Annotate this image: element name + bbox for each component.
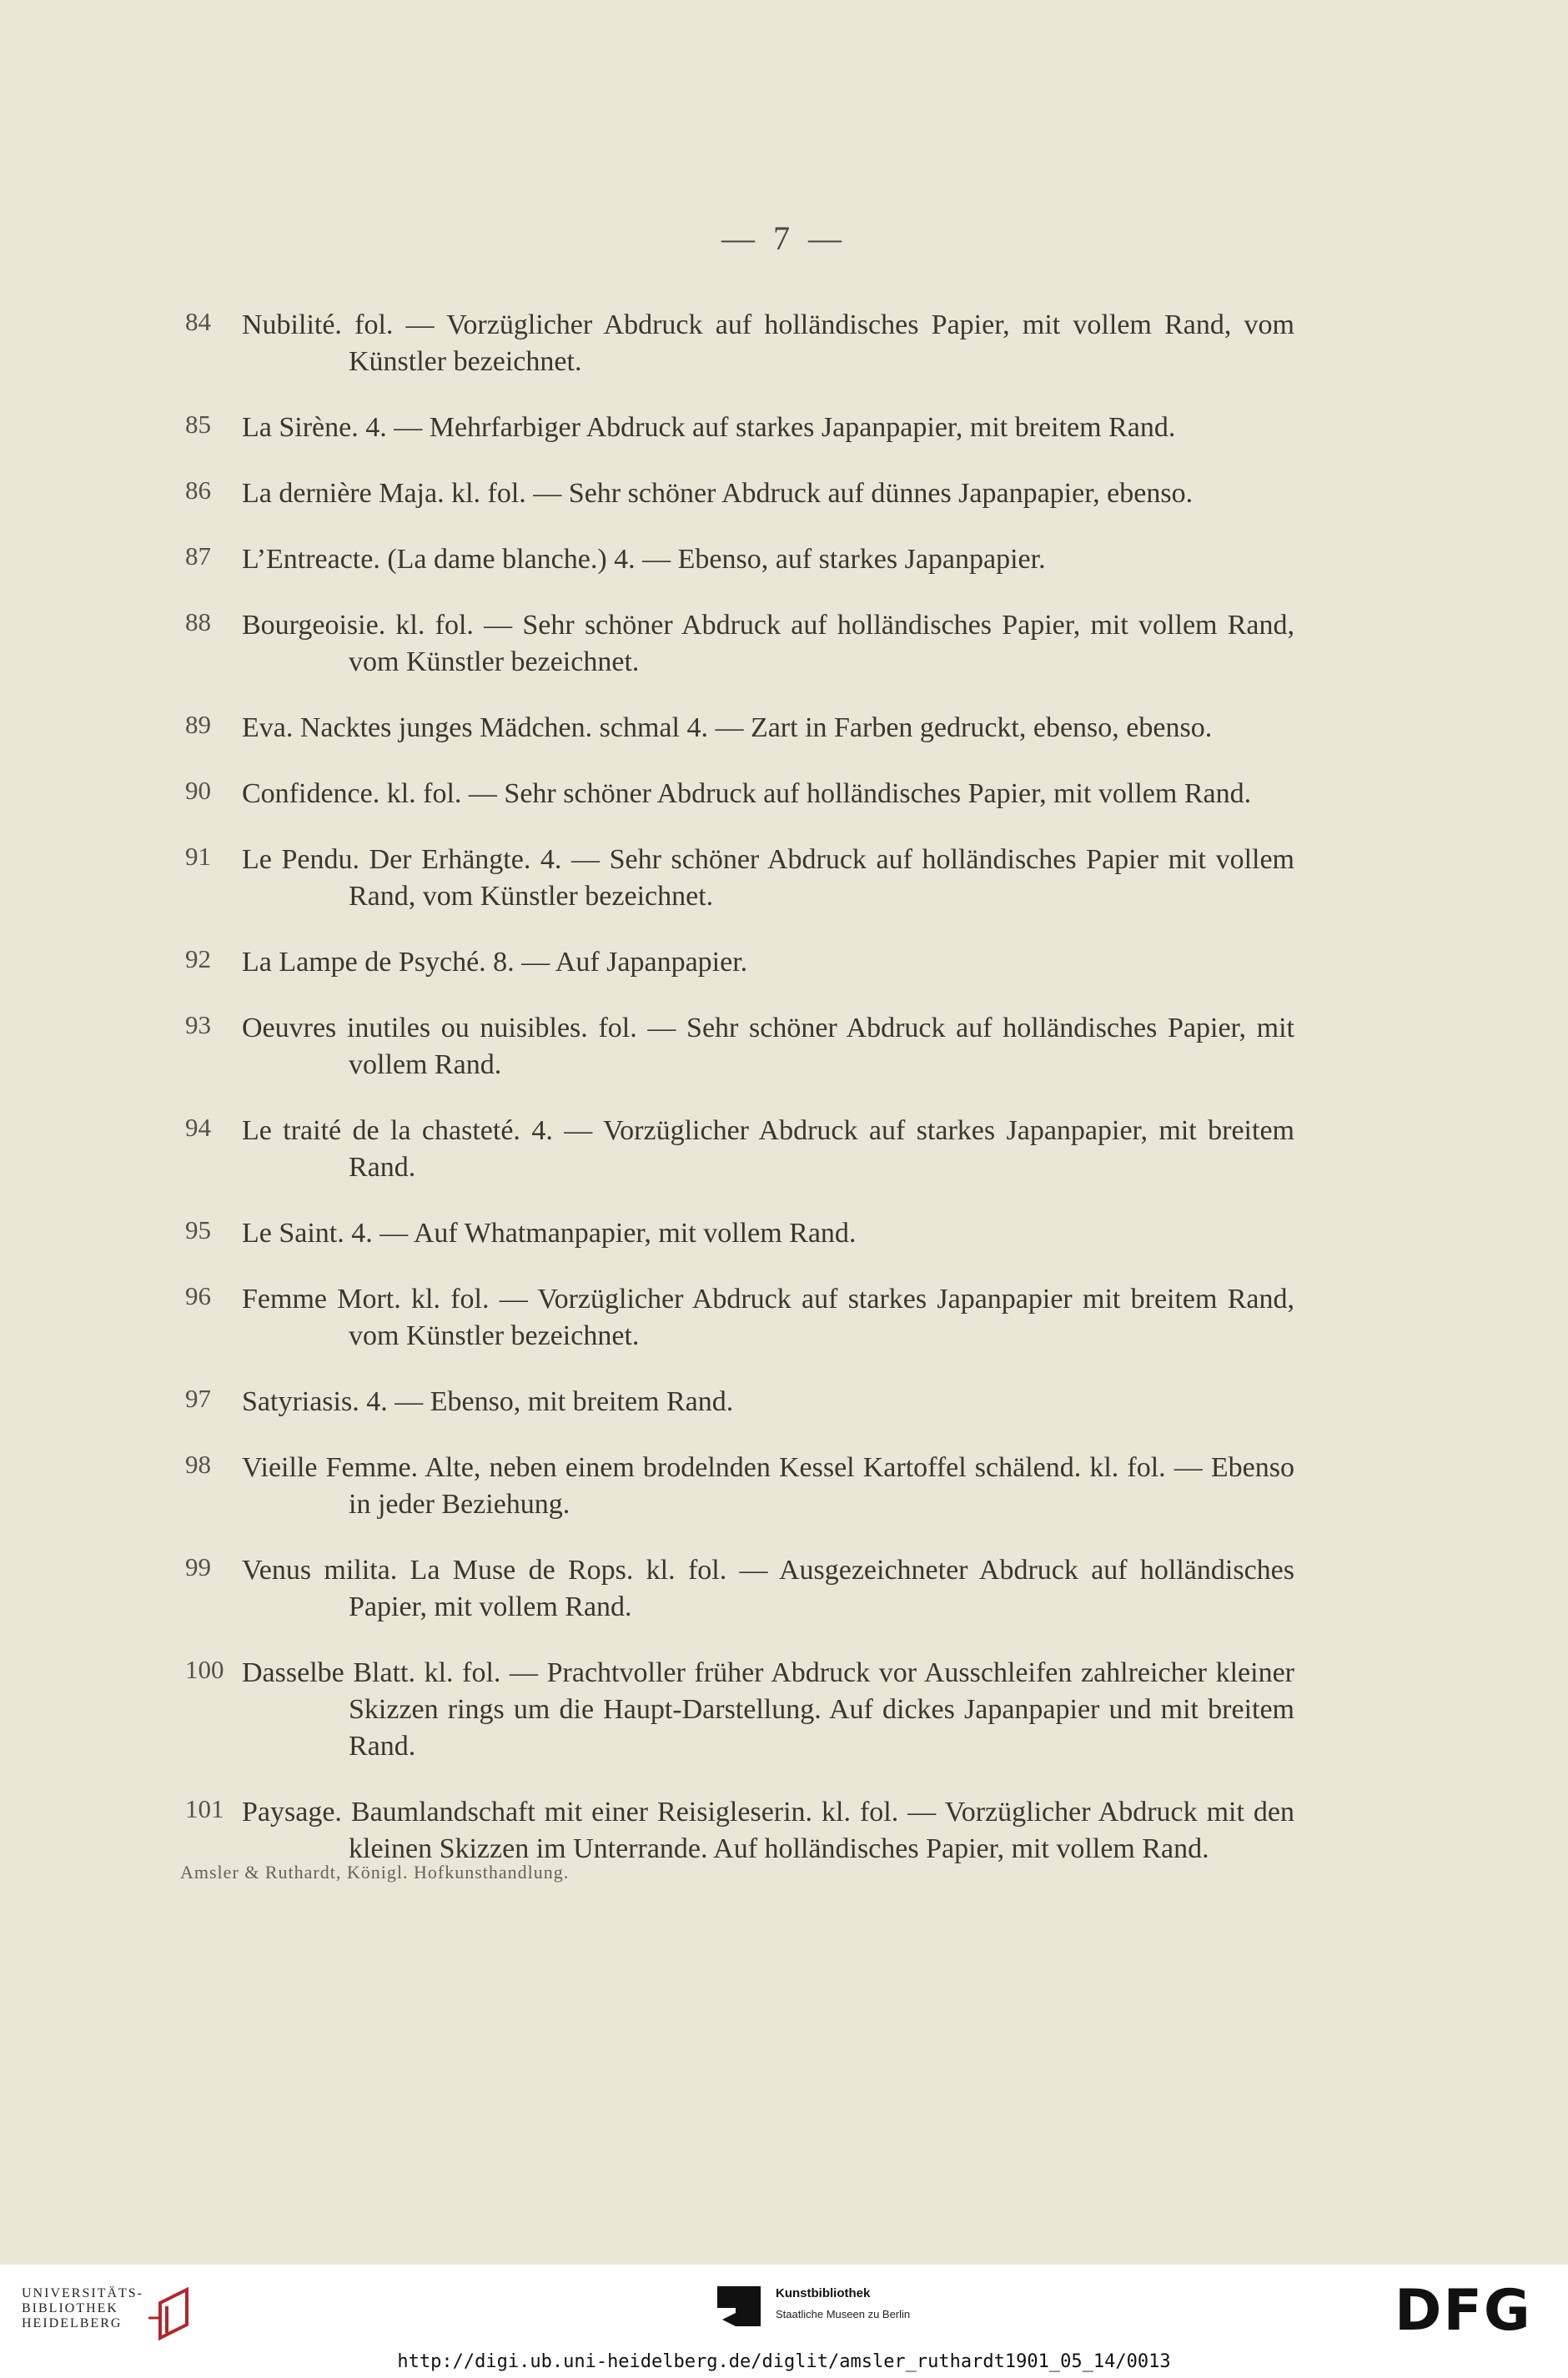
catalog-entry (185, 1384, 1294, 1420)
kunstbibliothek-emblem-icon (717, 2286, 761, 2326)
entry-number: 101 (185, 1794, 224, 1823)
heidelberg-library-logo[interactable] (22, 2286, 197, 2343)
catalog-entry (185, 1552, 1294, 1626)
entry-number: 90 (185, 776, 211, 805)
permalink-url[interactable]: http://digi.ub.uni-heidelberg.de/diglit/amsler_ruthardt1901_05_14/0013 (397, 2351, 1171, 2372)
entry-text: Le Saint. 4. — Auf Whatmanpapier, mit vollem Rand. (242, 1218, 857, 1249)
dfg-logo[interactable]: DFG (1395, 2278, 1532, 2344)
page-number: — 7 — (721, 219, 847, 257)
catalog-entry (185, 410, 1294, 446)
entry-text: Le traité de la chasteté. 4. — Vorzüglicher Abdruck auf starkes Japanpapier, mit breitem Rand. (242, 1115, 1294, 1183)
library-emblem-icon (145, 2286, 197, 2343)
entry-text: Dasselbe Blatt. kl. fol. — Prachtvoller früher Abdruck vor Ausschleifen zahlreicher kleiner Skizzen rings um die Haupt-Darstellung. Auf dickes Japanpapier und mit breitem Rand. (242, 1657, 1294, 1762)
entry-number: 95 (185, 1215, 211, 1244)
catalog-entry (185, 1010, 1294, 1083)
catalog-entry (185, 1794, 1294, 1868)
library-name-line: UNIVERSITÄTS- (22, 2286, 143, 2300)
entry-text: Oeuvres inutiles ou nuisibles. fol. — Sehr schöner Abdruck auf holländisches Papier, mit vollem Rand. (242, 1013, 1294, 1080)
entry-number: 87 (185, 541, 211, 571)
catalog-entry (185, 944, 1294, 981)
digitization-footer (0, 2265, 1568, 2378)
entry-text: Paysage. Baumlandschaft mit einer Reisigleserin. kl. fol. — Vorzüglicher Abdruck mit den kleinen Skizzen im Unterrande. Auf holländisches Papier, mit vollem Rand. (242, 1797, 1294, 1864)
entry-number: 96 (185, 1281, 211, 1310)
entry-number: 98 (185, 1450, 211, 1479)
library-name-line: BIBLIOTHEK (22, 2301, 118, 2315)
catalog-entry (185, 842, 1294, 915)
entry-text: L’Entreacte. (La dame blanche.) 4. — Ebenso, auf starkes Japanpapier. (242, 544, 1046, 575)
entry-number: 97 (185, 1384, 211, 1413)
entry-text: Vieille Femme. Alte, neben einem brodelnden Kessel Kartoffel schälend. kl. fol. — Ebenso in jeder Beziehung. (242, 1452, 1294, 1520)
entry-text: Satyriasis. 4. — Ebenso, mit breitem Rand. (242, 1386, 734, 1417)
entry-text: Venus milita. La Muse de Rops. kl. fol. — Ausgezeichneter Abdruck auf holländisches Papier, mit vollem Rand. (242, 1555, 1294, 1622)
entry-number: 88 (185, 607, 211, 636)
entry-number: 99 (185, 1552, 211, 1581)
entry-number: 84 (185, 307, 211, 336)
catalog-entry (185, 1450, 1294, 1523)
entry-number: 86 (185, 475, 211, 505)
catalog-entries (185, 307, 1294, 1897)
entry-text: Confidence. kl. fol. — Sehr schöner Abdruck auf holländisches Papier, mit vollem Rand. (242, 778, 1252, 809)
catalog-entry (185, 307, 1294, 380)
entry-text: La Lampe de Psyché. 8. — Auf Japanpapier. (242, 947, 748, 978)
catalog-entry (185, 1655, 1294, 1765)
entry-text: Femme Mort. kl. fol. — Vorzüglicher Abdruck auf starkes Japanpapier mit breitem Rand, vom Künstler bezeichnet. (242, 1284, 1294, 1351)
catalog-entry (185, 541, 1294, 578)
entry-number: 93 (185, 1010, 211, 1039)
catalog-entry (185, 607, 1294, 681)
kunstbibliothek-title: Kunstbibliothek (776, 2286, 871, 2300)
entry-number: 89 (185, 710, 211, 739)
kunstbibliothek-subtitle: Staatliche Museen zu Berlin (776, 2308, 911, 2320)
catalog-entry (185, 475, 1294, 512)
entry-number: 85 (185, 410, 211, 439)
catalog-entry (185, 710, 1294, 747)
entry-text: Eva. Nacktes junges Mädchen. schmal 4. — Zart in Farben gedruckt, ebenso, ebenso. (242, 712, 1213, 743)
catalog-entry (185, 1215, 1294, 1252)
publisher-imprint: Amsler & Ruthardt, Königl. Hofkunsthandlung. (180, 1862, 570, 1883)
catalog-entry (185, 1113, 1294, 1186)
entry-text: Bourgeoisie. kl. fol. — Sehr schöner Abdruck auf holländisches Papier, mit vollem Rand, vom Künstler bezeichnet. (242, 610, 1294, 677)
entry-number: 100 (185, 1655, 224, 1684)
catalog-entry (185, 1281, 1294, 1355)
entry-text: Nubilité. fol. — Vorzüglicher Abdruck auf holländisches Papier, mit vollem Rand, vom Künstler bezeichnet. (242, 309, 1294, 377)
entry-number: 92 (185, 944, 211, 973)
entry-number: 91 (185, 842, 211, 871)
entry-text: Le Pendu. Der Erhängte. 4. — Sehr schöner Abdruck auf holländisches Papier mit vollem Rand, vom Künstler bezeichnet. (242, 844, 1294, 912)
catalog-entry (185, 776, 1294, 812)
entry-number: 94 (185, 1113, 211, 1142)
entry-text: La dernière Maja. kl. fol. — Sehr schöner Abdruck auf dünnes Japanpapier, ebenso. (242, 478, 1194, 509)
entry-text: La Sirène. 4. — Mehrfarbiger Abdruck auf starkes Japanpapier, mit breitem Rand. (242, 412, 1176, 443)
library-name-line: HEIDELBERG (22, 2316, 123, 2330)
